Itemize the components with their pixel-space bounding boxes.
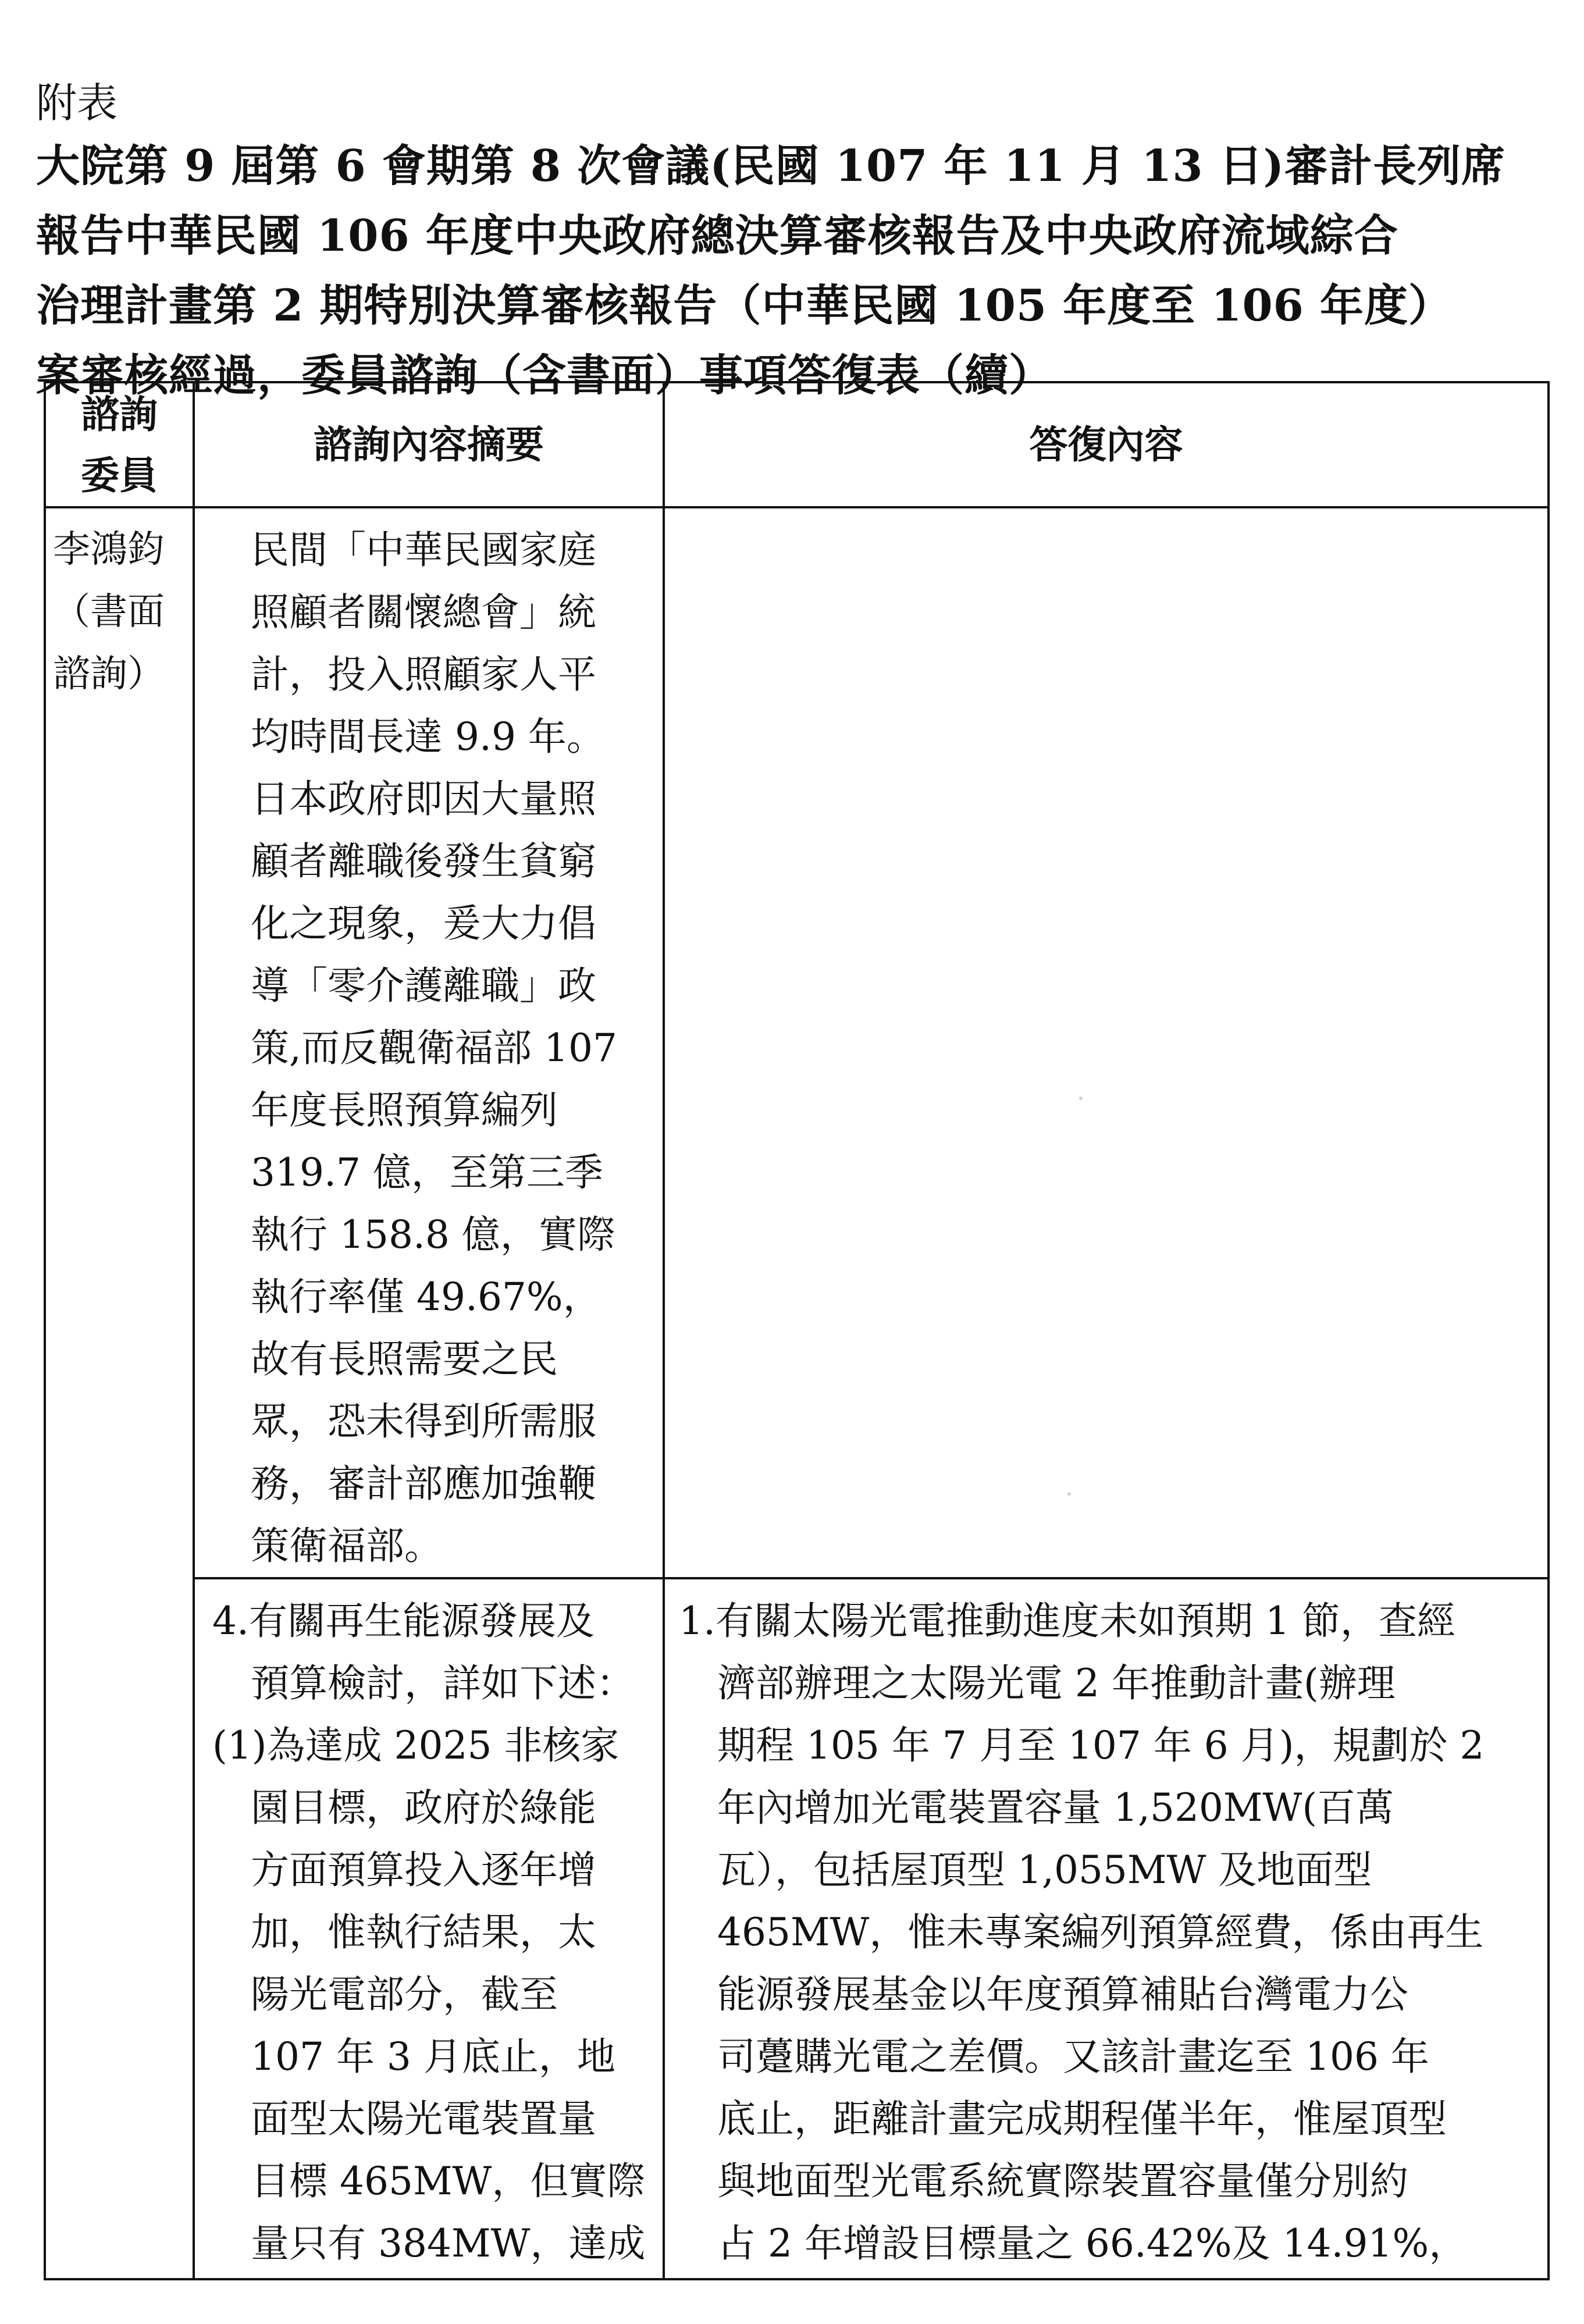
scan-speck (1067, 1492, 1071, 1496)
scan-speck (1079, 1097, 1083, 1100)
summary-cell (194, 1578, 664, 2279)
member-name: 李鴻鈞 （書面 諮詢） (53, 528, 165, 696)
attachment-label: 附表 (36, 79, 118, 127)
reply-cell (664, 1578, 1549, 2279)
table-header-row (45, 382, 1549, 507)
title-line-2: 報告中華民國 106 年度中央政府總決算審核報告及中央政府流域綜合 (36, 210, 1398, 261)
summary-text: 4.有關再生能源發展及 預算檢討，詳如下述： (1)為達成 2025 非核家 園目標，政府於綠能 方面預算投入逐年增 加，惟執行結果，太 陽光電部分，截至 107 年 3 月底止，地 面型太陽光電裝置量 目標 465MW，但實際 量只有 384MW，達成 (212, 1599, 646, 2266)
reply-text (665, 508, 1547, 519)
reply-text: 1.有關太陽光電推動進度未如預期 1 節，查經 濟部辦理之太陽光電 2 年推動計畫(辦理 期程 105 年 7 月至 107 年 6 月)，規劃於 2 年內增加光電裝置容量 1,520MW(百萬 瓦），包括屋頂型 1,055MW 及地面型 465MW，惟未專案編列預算經費，係由再生 能源發展基金以年度預算補貼台灣電力公 司躉購光電之差價。又該計畫迄至 106 年 底止，距離計畫完成期程僅半年，惟屋頂型 與地面型光電系統實際裝置容量僅分別約 占 2 年增設目標量之 66.42%及 14.91%， (679, 1599, 1485, 2266)
table-row (45, 1578, 1549, 2279)
member-cell (45, 507, 194, 2279)
header-member-label: 諮詢 委員 (81, 391, 158, 498)
reply-table (44, 381, 1550, 2280)
summary-text: 民間「中華民國家庭 照顧者關懷總會」統 計，投入照顧家人平 均時間長達 9.9 年。 日本政府即因大量照 顧者離職後發生貧窮 化之現象，爰大力倡 導「零介護離職」政 策,而反觀衛福部 107 年度長照預算編列 319.7 億，至第三季 執行 158.8 億，實際 執行率僅 49.67%， 故有長照需要之民 眾，恐未得到所需服 務，審計部應加強鞭 策衛福部。 (250, 528, 617, 1568)
header-summary: 諮詢內容摘要 (194, 382, 664, 507)
title-line-4: 案審核經過，委員諮詢（含書面）事項答復表（續） (36, 350, 1053, 401)
summary-cell (194, 507, 664, 1578)
header-reply: 答復內容 (664, 382, 1549, 507)
title-line-3: 治理計畫第 2 期特別決算審核報告（中華民國 105 年度至 106 年度） (36, 280, 1453, 331)
reply-table-container (44, 381, 1547, 2266)
document-header (36, 76, 1549, 410)
table-row (45, 507, 1549, 1578)
reply-cell (664, 507, 1549, 1578)
header-member (45, 382, 194, 507)
title-line-1: 大院第 9 屆第 6 會期第 8 次會議(民國 107 年 11 月 13 日)審計長列席 (36, 140, 1506, 191)
